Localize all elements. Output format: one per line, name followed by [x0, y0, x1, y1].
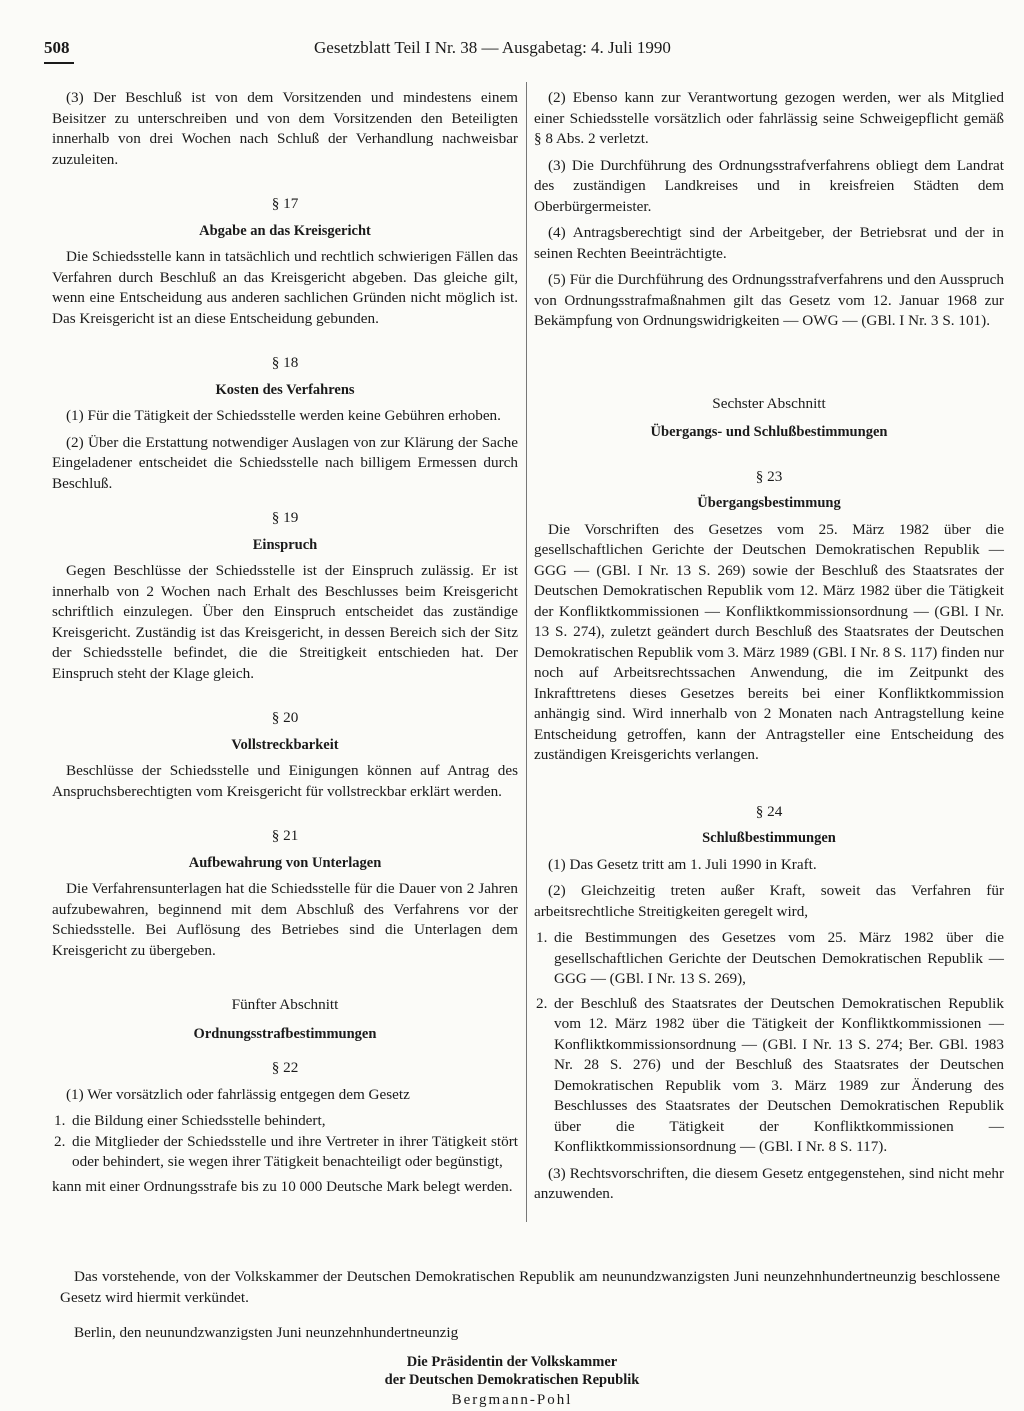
left-column	[52, 88, 518, 1197]
list-item-text: die Bildung einer Schiedsstelle behindert,	[72, 1112, 326, 1129]
part-title-6: Übergangs- und Schlußbestimmungen	[650, 424, 888, 440]
signatory-title-line2: der Deutschen Demokratischen Republik	[384, 1372, 640, 1388]
section-number-23: § 23	[755, 467, 783, 485]
list-item-text: die Mitglieder der Schiedsstelle und ihre Vertreter in ihrer Tätigkeit stört oder behindert, sie wegen ihrer Tätigkeit benachteiligt oder begünstigt,	[72, 1132, 518, 1170]
part-label-5: Fünfter Abschnitt	[231, 996, 339, 1013]
list-item-number: 1.	[54, 1112, 66, 1129]
paragraph-s22-4: (4) Antragsberechtigt sind der Arbeitgeber, der Betriebsrat und der in seinen Rechten Beeinträchtigte.	[534, 224, 1004, 262]
part-label-6: Sechster Abschnitt	[712, 394, 826, 412]
paragraph-s16-3: (3) Der Beschluß ist von dem Vorsitzenden und mindestens einem Beisitzer zu unterschreiben und von dem Vorsitzenden den Beteiligten innerhalb von drei Wochen nach Schluß der Verhandlung nachweisbar zuzuleiten.	[52, 89, 518, 168]
paragraph-s19: Gegen Beschlüsse der Schiedsstelle ist der Einspruch zulässig. Er ist innerhalb von 2 Wochen nach Erhalt des Beschlusses beim Kreisgericht schriftlich einzulegen. Über den Einspruch entscheidet das zuständige Kreisgericht. Zuständig ist das Kreisgericht, in dessen Bereich sich der Sitz der Schiedsstelle befindet, die die Streitigkeit entschieden hat. Der Einspruch steht der Klage gleich.	[52, 562, 518, 682]
list-item-text: der Beschluß des Staatsrates der Deutschen Demokratischen Republik vom 12. März 1982 über die Tätigkeit der Konfliktkommissionen — Konfliktkommissionsordnung — (GBl. I Nr. 13 S. 274; Ber. GBl. 1983 Nr. 28 S. 276) und der Beschluß des Staatsrates der Deutschen Demokratischen Republik vom 3. März 1989 zur Änderung des Beschlusses des Staatsrates der Deutschen Demokratischen Republik über die Tätigkeit der Konfliktkommissionen — Konfliktkommissionsordnung — (GBl. I Nr. 8 S. 117).	[554, 994, 1004, 1155]
list-item	[534, 928, 1004, 990]
paragraph-s22-5: (5) Für die Durchführung des Ordnungsstrafverfahrens und den Ausspruch von Ordnungsstrafmaßnahmen gilt das Gesetz vom 12. Januar 1968 zur Bekämpfung von Ordnungswidrigkeiten — OWG — (GBl. I Nr. 3 S. 101).	[534, 271, 1004, 329]
section-title-17: Abgabe an das Kreisgericht	[199, 222, 371, 239]
s22-list	[52, 1111, 518, 1173]
promulgation-text: Das vorstehende, von der Volkskammer der Deutschen Demokratischen Republik am neunundzwanzigsten Juni neunzehnhundertneunzig beschlossene Gesetz wird hiermit verkündet.	[60, 1268, 1000, 1306]
list-item-text: die Bestimmungen des Gesetzes vom 25. März 1982 über die gesellschaftlichen Gerichte der Deutschen Demokratischen Republik — GGG — (GBl. I Nr. 13 S. 269),	[554, 929, 1004, 987]
paragraph-s24-1: (1) Das Gesetz tritt am 1. Juli 1990 in Kraft.	[548, 855, 817, 873]
signatory-name: Bergmann-Pohl	[451, 1392, 573, 1408]
list-item-number: 1.	[536, 929, 548, 946]
page-header	[44, 38, 992, 66]
section-number-17: § 17	[271, 195, 299, 212]
page-number: 508	[44, 38, 70, 57]
section-title-20: Vollstreckbarkeit	[231, 736, 339, 753]
section-number-20: § 20	[271, 709, 299, 726]
s24-list	[534, 928, 1004, 1158]
section-number-19: § 19	[271, 509, 299, 526]
section-number-24: § 24	[755, 802, 783, 820]
section-number-21: § 21	[271, 827, 299, 844]
page-number-underline	[44, 62, 74, 64]
section-title-19: Einspruch	[252, 536, 318, 553]
paragraph-s23: Die Vorschriften des Gesetzes vom 25. März 1982 über die gesellschaftlichen Gerichte der Deutschen Demokratischen Republik — GGG — (GBl. I Nr. 13 S. 269) sowie der Beschluß des Staatsrates der Deutschen Demokratischen Republik vom 12. März 1982 über die Tätigkeit der Konfliktkommissionen — Konfliktkommissionsordnung — (GBl. I Nr. 13 S. 274), zuletzt geändert durch Beschluß des Staatsrates der Deutschen Demokratischen Republik vom 3. März 1989 (GBl. I Nr. 8 S. 117) finden nur noch auf Arbeitsrechtssachen Anwendung, die im Zeitpunkt des Inkrafttretens dieses Gesetzes bereits bei einer Konfliktkommission anhängig sind. Wird innerhalb von 2 Monaten nach Antragstellung keine Entscheidung getroffen, kann der Antragsteller eine Entscheidung des zuständigen Kreisgerichts verlangen.	[534, 520, 1004, 763]
paragraph-s22-2: (2) Ebenso kann zur Verantwortung gezogen werden, wer als Mitglied einer Schiedsstelle vorsätzlich oder fahrlässig seine Schweigepflicht gemäß § 8 Abs. 2 verletzt.	[534, 89, 1004, 147]
section-title-23: Übergangsbestimmung	[697, 495, 841, 511]
paragraph-s24-3: (3) Rechtsvorschriften, die diesem Gesetz entgegenstehen, sind nicht mehr anzuwenden.	[534, 1164, 1004, 1202]
section-title-24: Schlußbestimmungen	[702, 830, 836, 846]
paragraph-s17: Die Schiedsstelle kann in tatsächlich und rechtlich schwierigen Fällen das Verfahren durch Beschluß an das Kreisgericht abgeben. Das gleiche gilt, wenn eine Entscheidung aus anderen sachlichen Gründen nicht möglich ist. Das Kreisgericht ist an diese Entscheidung gebunden.	[52, 248, 518, 327]
section-number-18: § 18	[271, 354, 299, 371]
section-title-21: Aufbewahrung von Unterlagen	[188, 854, 382, 871]
list-item	[52, 1111, 518, 1132]
list-item	[534, 994, 1004, 1158]
paragraph-s22-penalty: kann mit einer Ordnungsstrafe bis zu 10 000 Deutsche Mark belegt werden.	[52, 1177, 513, 1195]
part-title-5: Ordnungsstrafbestimmungen	[193, 1025, 377, 1042]
list-item	[52, 1132, 518, 1173]
paragraph-s18-1: (1) Für die Tätigkeit der Schiedsstelle werden keine Gebühren erhoben.	[66, 407, 501, 424]
paragraph-s24-2: (2) Gleichzeitig treten außer Kraft, soweit das Verfahren für arbeitsrechtliche Streitigkeiten geregelt wird,	[534, 882, 1004, 920]
signatory-title-line1: Die Präsidentin der Volkskammer	[406, 1354, 618, 1370]
running-title: Gesetzblatt Teil I Nr. 38 — Ausgabetag: 4. Juli 1990	[314, 38, 671, 57]
paragraph-s21: Die Verfahrensunterlagen hat die Schiedsstelle für die Dauer von 2 Jahren aufzubewahren, beginnend mit dem Abschluß des Verfahrens vor der Schiedsstelle. Bei Auflösung des Betriebes sind die Unterlagen dem Kreisgericht zu übergeben.	[52, 880, 518, 959]
right-column	[534, 88, 1004, 1211]
place-and-date: Berlin, den neunundzwanzigsten Juni neunzehnhundertneunzig	[74, 1324, 459, 1341]
column-divider	[526, 82, 527, 1222]
paragraph-s22-3: (3) Die Durchführung des Ordnungsstrafverfahrens obliegt dem Landrat des zuständigen Landkreises und in kreisfreien Städten dem Oberbürgermeister.	[534, 156, 1004, 215]
paragraph-s18-2: (2) Über die Erstattung notwendiger Auslagen von zur Klärung der Sache Eingeladener entscheidet die Schiedsstelle nach billigem Ermessen durch Beschluß.	[52, 433, 518, 492]
paragraph-s22-1: (1) Wer vorsätzlich oder fahrlässig entgegen dem Gesetz	[66, 1085, 410, 1103]
list-item-number: 2.	[54, 1132, 66, 1150]
paragraph-s20: Beschlüsse der Schiedsstelle und Einigungen können auf Antrag des Anspruchsberechtigten vom Kreisgericht für vollstreckbar erklärt werden.	[52, 762, 518, 800]
section-number-22: § 22	[271, 1059, 299, 1076]
section-title-18: Kosten des Verfahrens	[215, 381, 355, 398]
list-item-number: 2.	[536, 994, 548, 1012]
